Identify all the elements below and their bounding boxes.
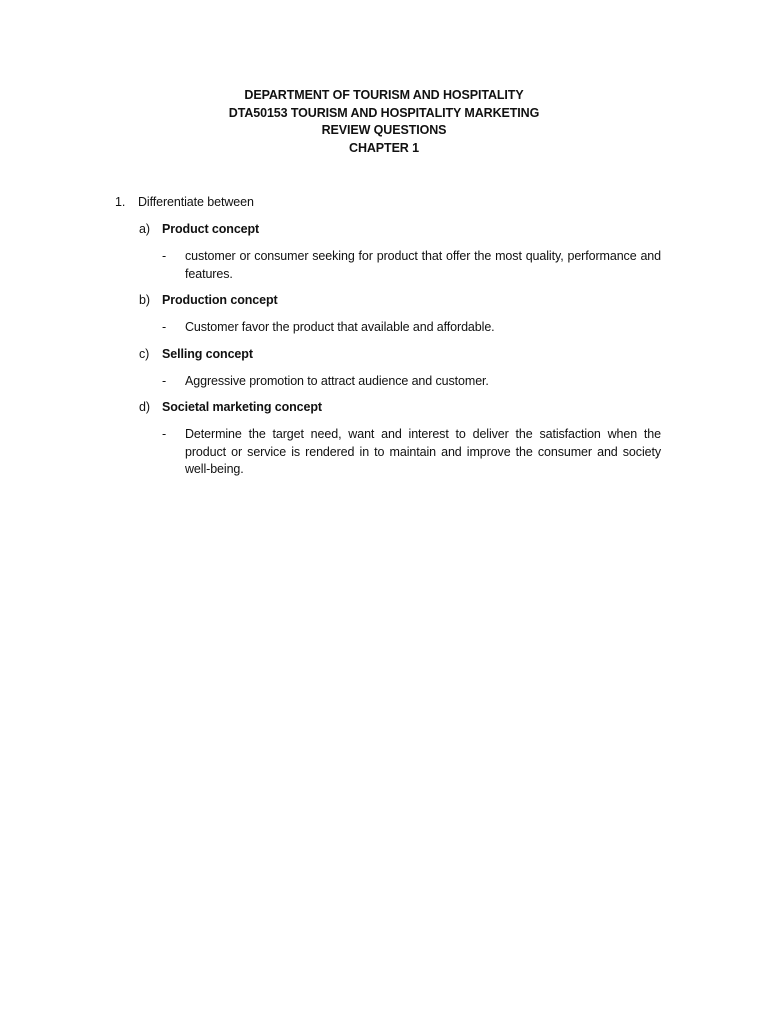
answer-text: Determine the target need, want and interest to deliver the satisfaction when the product or service is rendered in to maintain and improve the consumer and society well-being.: [185, 427, 661, 476]
header-course: DTA50153 TOURISM AND HOSPITALITY MARKETING: [228, 105, 540, 120]
item-title: Selling concept: [162, 346, 253, 361]
answer-text: Customer favor the product that available and affordable.: [185, 320, 495, 334]
header-department: DEPARTMENT OF TOURISM AND HOSPITALITY: [244, 88, 524, 102]
item-letter: d): [139, 400, 150, 414]
answer-c: [0, 373, 768, 391]
answer-text: customer or consumer seeking for product that offer the most quality, performance and features.: [185, 249, 661, 281]
item-title: Production concept: [162, 293, 278, 307]
answer-d: [0, 426, 768, 479]
answer-text: Aggressive promotion to attract audience and customer.: [185, 373, 489, 388]
list-item-b: [0, 292, 768, 310]
question-1: [0, 194, 768, 212]
bullet-dash: -: [162, 373, 167, 388]
answer-b: [0, 319, 768, 337]
question-number: 1.: [115, 195, 126, 209]
answer-a: [0, 248, 768, 283]
question-text: Differentiate between: [138, 195, 254, 209]
list-item-d: [0, 399, 768, 417]
header-review-questions: REVIEW QUESTIONS: [321, 123, 447, 137]
list-item-a: [0, 221, 768, 239]
item-title: Societal marketing concept: [162, 400, 322, 414]
bullet-dash: -: [162, 427, 167, 441]
header-chapter: CHAPTER 1: [349, 140, 419, 155]
item-letter: a): [139, 222, 150, 236]
bullet-dash: -: [162, 249, 167, 263]
bullet-dash: -: [162, 320, 167, 334]
list-item-c: [0, 346, 768, 364]
document-body: [0, 194, 768, 479]
document-header: [0, 87, 768, 157]
item-letter: c): [139, 346, 150, 361]
item-title: Product concept: [162, 222, 260, 236]
item-letter: b): [139, 293, 150, 307]
